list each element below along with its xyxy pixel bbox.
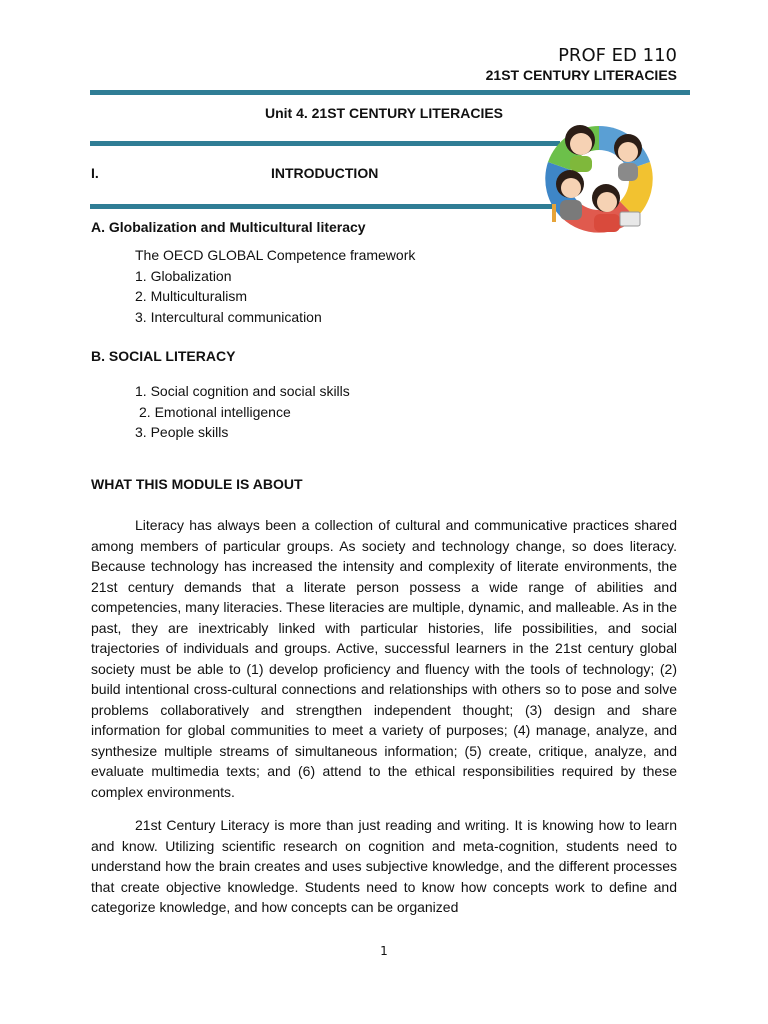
list-item: 1. Social cognition and social skills xyxy=(135,383,350,399)
child-shirt xyxy=(570,156,592,172)
module-paragraph-2: 21st Century Literacy is more than just reading and writing. It is knowing how to learn and know. Utilizing scientific research on cognition and meta-cognition, students need to understand how the brain creates and uses subjective knowledge, and the different processes that create objective knowledge. Students need to know how concepts work to define and categorize knowledge, and how concepts can be organized xyxy=(91,817,677,915)
list-item: 3. Intercultural communication xyxy=(135,308,322,325)
intro-divider-bottom xyxy=(90,204,560,209)
header-divider xyxy=(90,90,690,95)
course-subtitle: 21ST CENTURY LITERACIES xyxy=(485,67,677,83)
child-face xyxy=(570,133,592,155)
section-a-title: A. Globalization and Multicultural literacy xyxy=(91,219,366,235)
book xyxy=(620,212,640,226)
child-shirt xyxy=(594,214,620,232)
list-item: The OECD GLOBAL Competence framework xyxy=(135,247,416,263)
section-b-list xyxy=(135,381,350,443)
students-illustration xyxy=(540,118,658,242)
child-shirt xyxy=(560,200,582,220)
child-face xyxy=(561,178,581,198)
list-item: 1. Globalization xyxy=(135,267,232,284)
intro-divider-top xyxy=(90,141,560,146)
unit-title: Unit 4. 21ST CENTURY LITERACIES xyxy=(264,105,504,121)
section-b-title: B. SOCIAL LITERACY xyxy=(91,348,236,364)
intro-number: I. xyxy=(91,165,99,181)
module-paragraph-1: Literacy has always been a collection of cultural and communicative practices shared among members of particular groups. As society and technology change, so does literacy. Because technology has increased the intensity and complexity of literate environments, the 21st century demands that a literate person possess a wide range of abilities and competencies, many literacies. These literacies are multiple, dynamic, and malleable. As in the past, they are inextricably linked with particular histories, life possibilities, and social trajectories of individuals and groups. Active, successful learners in the 21st century global society must be able to (1) develop proficiency and fluency with the tools of technology; (2) build intentional cross-cultural connections and relationships with others so to pose and solve problems collaboratively and strengthen independent thought; (3) design and share information for global communities to meet a variety of purposes; (4) manage, analyze, and synthesize multiple streams of simultaneous information; (5) create, critique, analyze, and evaluate multimedia texts; and (6) attend to the ethical responsibilities required by these complex environments. xyxy=(91,517,677,800)
list-item: 2. Multiculturalism xyxy=(135,288,248,304)
list-item: 2. Emotional intelligence xyxy=(139,403,291,420)
child-face xyxy=(618,142,638,162)
list-item: 3. People skills xyxy=(135,424,229,440)
child-shirt xyxy=(618,163,638,181)
pencil xyxy=(552,204,556,222)
section-a-list xyxy=(135,245,415,327)
intro-title: INTRODUCTION xyxy=(271,165,379,181)
page-number: 1 xyxy=(380,944,388,958)
module-title: WHAT THIS MODULE IS ABOUT xyxy=(91,476,303,492)
child-face xyxy=(597,192,617,212)
course-code: PROF ED 110 xyxy=(558,45,677,66)
